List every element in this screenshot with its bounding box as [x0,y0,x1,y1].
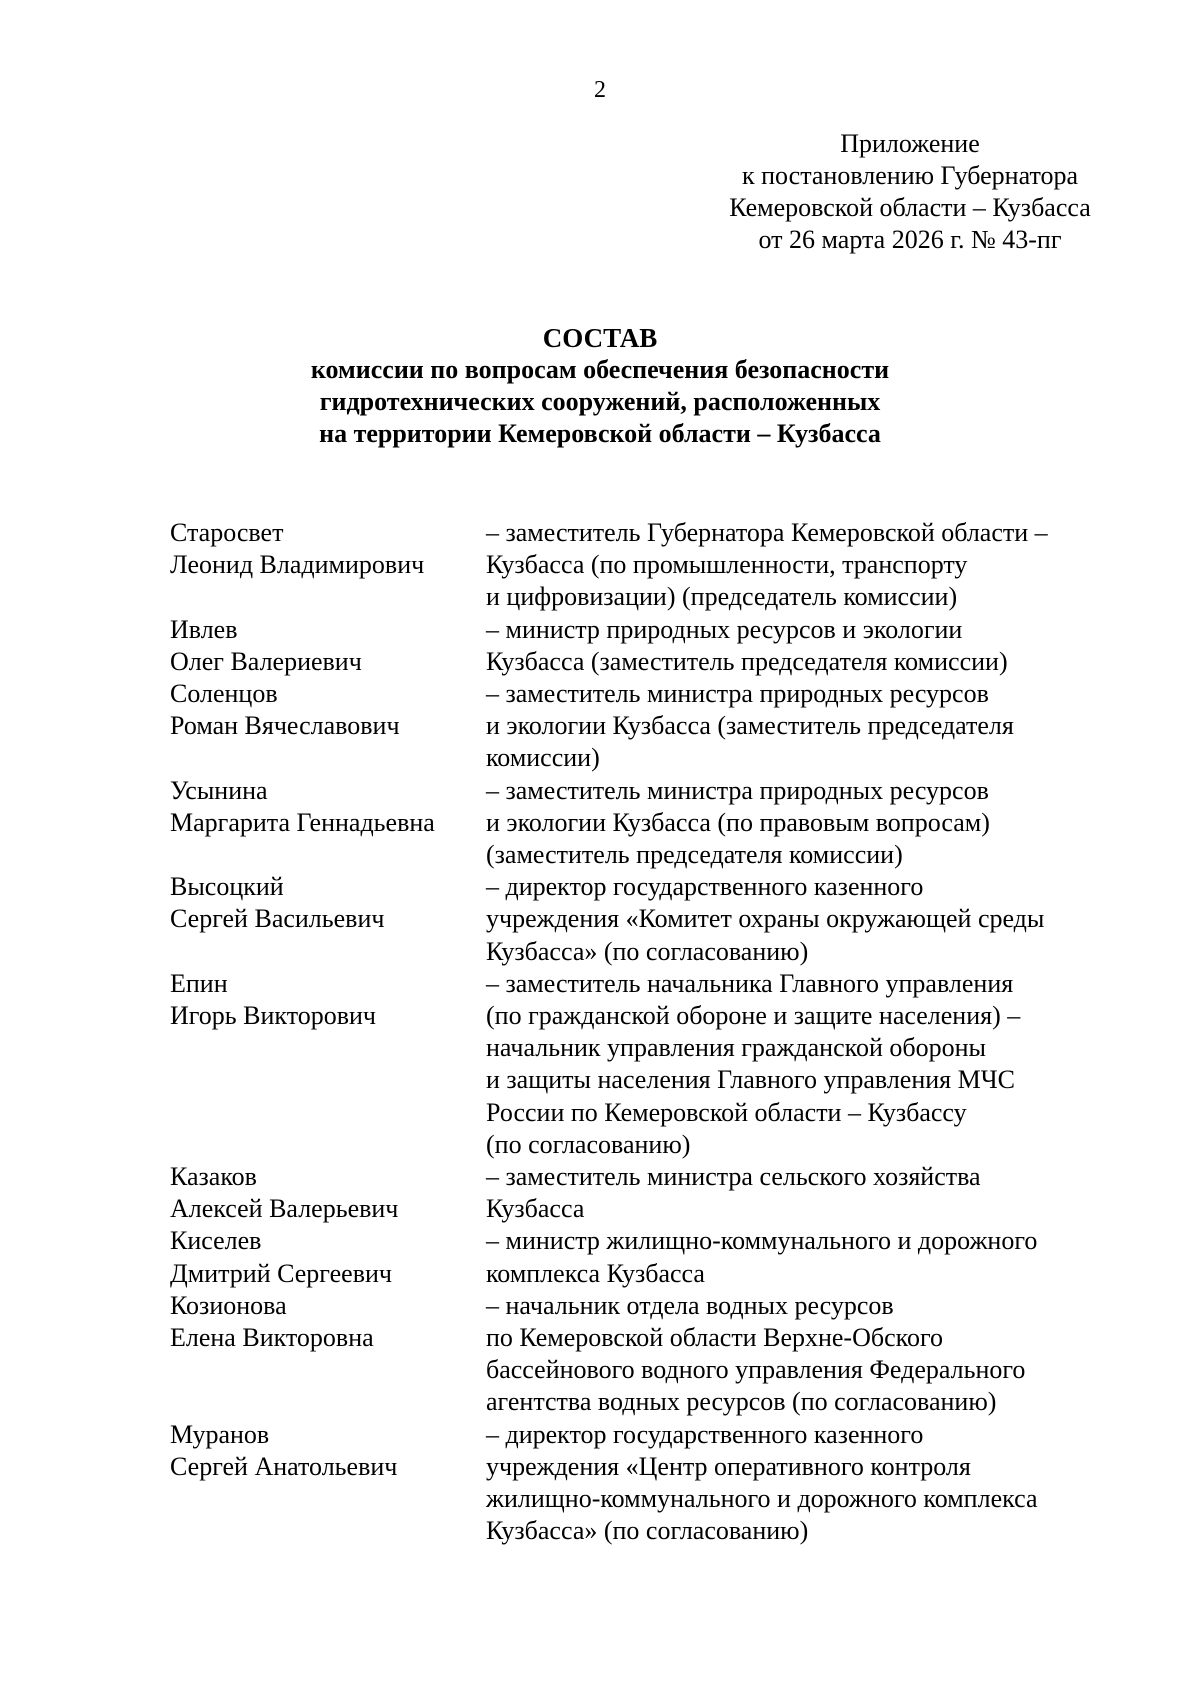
member-given-names: Сергей Васильевич [170,904,385,934]
member-role-line: учреждения «Комитет охраны окружающей среды [486,904,1045,934]
title-subtitle-line: комиссии по вопросам обеспечения безопасности [310,355,890,384]
member-given-names: Алексей Валерьевич [170,1194,399,1224]
member-surname: Епин [170,968,228,998]
member-role-line: – заместитель министра сельского хозяйства [486,1162,981,1192]
member-surname: Соленцов [170,679,278,709]
member-role [486,775,1120,872]
member-row [170,1225,1120,1289]
member-role-line: России по Кемеровской области – Кузбассу [486,1097,967,1127]
member-role-line: – заместитель министра природных ресурсов [486,775,989,805]
member-role [486,968,1120,1161]
member-surname: Высоцкий [170,872,284,902]
member-row [170,968,1120,1161]
member-role-line: комплекса Кузбасса [486,1258,705,1288]
member-surname: Усынина [170,775,268,805]
member-name [170,871,486,968]
document-title [0,322,1200,450]
member-role-line: (заместитель председателя комиссии) [486,840,903,870]
member-given-names: Роман Вячеславович [170,711,400,741]
member-role-line: – начальник отдела водных ресурсов [486,1290,894,1320]
member-given-names: Сергей Анатольевич [170,1451,398,1481]
member-role-line: Кузбасса» (по согласованию) [486,936,809,966]
member-role [486,1419,1120,1548]
member-row [170,1161,1120,1225]
member-name [170,1290,486,1419]
appendix-line: Приложение [840,129,980,158]
member-given-names: Елена Викторовна [170,1323,374,1353]
member-role-line: и защиты населения Главного управления МЧС [486,1065,1015,1095]
member-role-line: учреждения «Центр оперативного контроля [486,1451,971,1481]
member-role [486,517,1120,614]
member-row [170,614,1120,678]
member-role-line: Кузбасса (по промышленности, транспорту [486,550,968,580]
member-row [170,678,1120,775]
member-name [170,968,486,1161]
appendix-line: от 26 марта 2026 г. № 43-пг [758,225,1062,254]
member-row [170,1290,1120,1419]
title-subtitle-line: на территории Кемеровской области – Кузбасса [319,419,881,448]
member-role-line: агентства водных ресурсов (по согласованию) [486,1387,997,1417]
member-given-names: Игорь Викторович [170,1001,376,1031]
member-surname: Ивлев [170,614,238,644]
title-main: СОСТАВ [542,323,658,353]
member-given-names: Маргарита Геннадьевна [170,807,435,837]
member-role-line: – заместитель начальника Главного управления [486,968,1014,998]
member-role-line: Кузбасса» (по согласованию) [486,1516,809,1546]
member-role-line: по Кемеровской области Верхне-Обского [486,1323,943,1353]
member-role-line: бассейнового водного управления Федерального [486,1355,1026,1385]
member-role [486,678,1120,775]
member-role-line: Кузбасса [486,1194,585,1224]
member-name [170,1161,486,1225]
appendix-line: Кемеровской области – Кузбасса [729,193,1091,222]
appendix-header [700,128,1120,256]
member-row [170,775,1120,872]
member-role-line: – министр жилищно-коммунального и дорожного [486,1226,1038,1256]
member-role [486,1161,1120,1225]
member-role-line: и экологии Кузбасса (по правовым вопросам) [486,807,990,837]
member-given-names: Олег Валериевич [170,646,362,676]
member-role-line: Кузбасса (заместитель председателя комиссии) [486,646,1008,676]
member-surname: Старосвет [170,518,284,547]
member-role-line: жилищно-коммунального и дорожного комплекса [486,1484,1038,1514]
member-role-line: начальник управления гражданской обороны [486,1033,986,1063]
member-given-names: Дмитрий Сергеевич [170,1258,392,1288]
member-role-line: и цифровизации) (председатель комиссии) [486,582,958,612]
member-role-line: – директор государственного казенного [486,1419,924,1449]
member-role [486,1290,1120,1419]
appendix-line: к постановлению Губернатора [741,161,1079,190]
member-role-line: (по гражданской обороне и защите населения) – [486,1001,1021,1031]
member-role-line: (по согласованию) [486,1129,691,1159]
member-surname: Муранов [170,1419,270,1449]
member-role-line: и экологии Кузбасса (заместитель председателя [486,711,1014,741]
member-row [170,1419,1120,1548]
member-name [170,1419,486,1548]
member-name [170,517,486,614]
member-name [170,775,486,872]
member-name [170,678,486,775]
member-surname: Киселев [170,1226,262,1256]
member-role [486,1225,1120,1289]
member-name [170,1225,486,1289]
member-row [170,871,1120,968]
member-role-line: – заместитель Губернатора Кемеровской области – [486,518,1048,547]
member-name [170,614,486,678]
member-role-line: – заместитель министра природных ресурсов [486,679,989,709]
members-list [170,517,1120,1548]
member-role [486,871,1120,968]
member-role-line: – министр природных ресурсов и экологии [486,614,963,644]
member-row [170,517,1120,614]
title-subtitle-line: гидротехнических сооружений, расположенных [319,387,881,416]
page-number: 2 [594,77,606,103]
member-given-names: Леонид Владимирович [170,550,425,580]
member-role-line: комиссии) [486,743,600,773]
member-surname: Казаков [170,1162,257,1192]
member-surname: Козионова [170,1290,287,1320]
member-role [486,614,1120,678]
member-role-line: – директор государственного казенного [486,872,924,902]
